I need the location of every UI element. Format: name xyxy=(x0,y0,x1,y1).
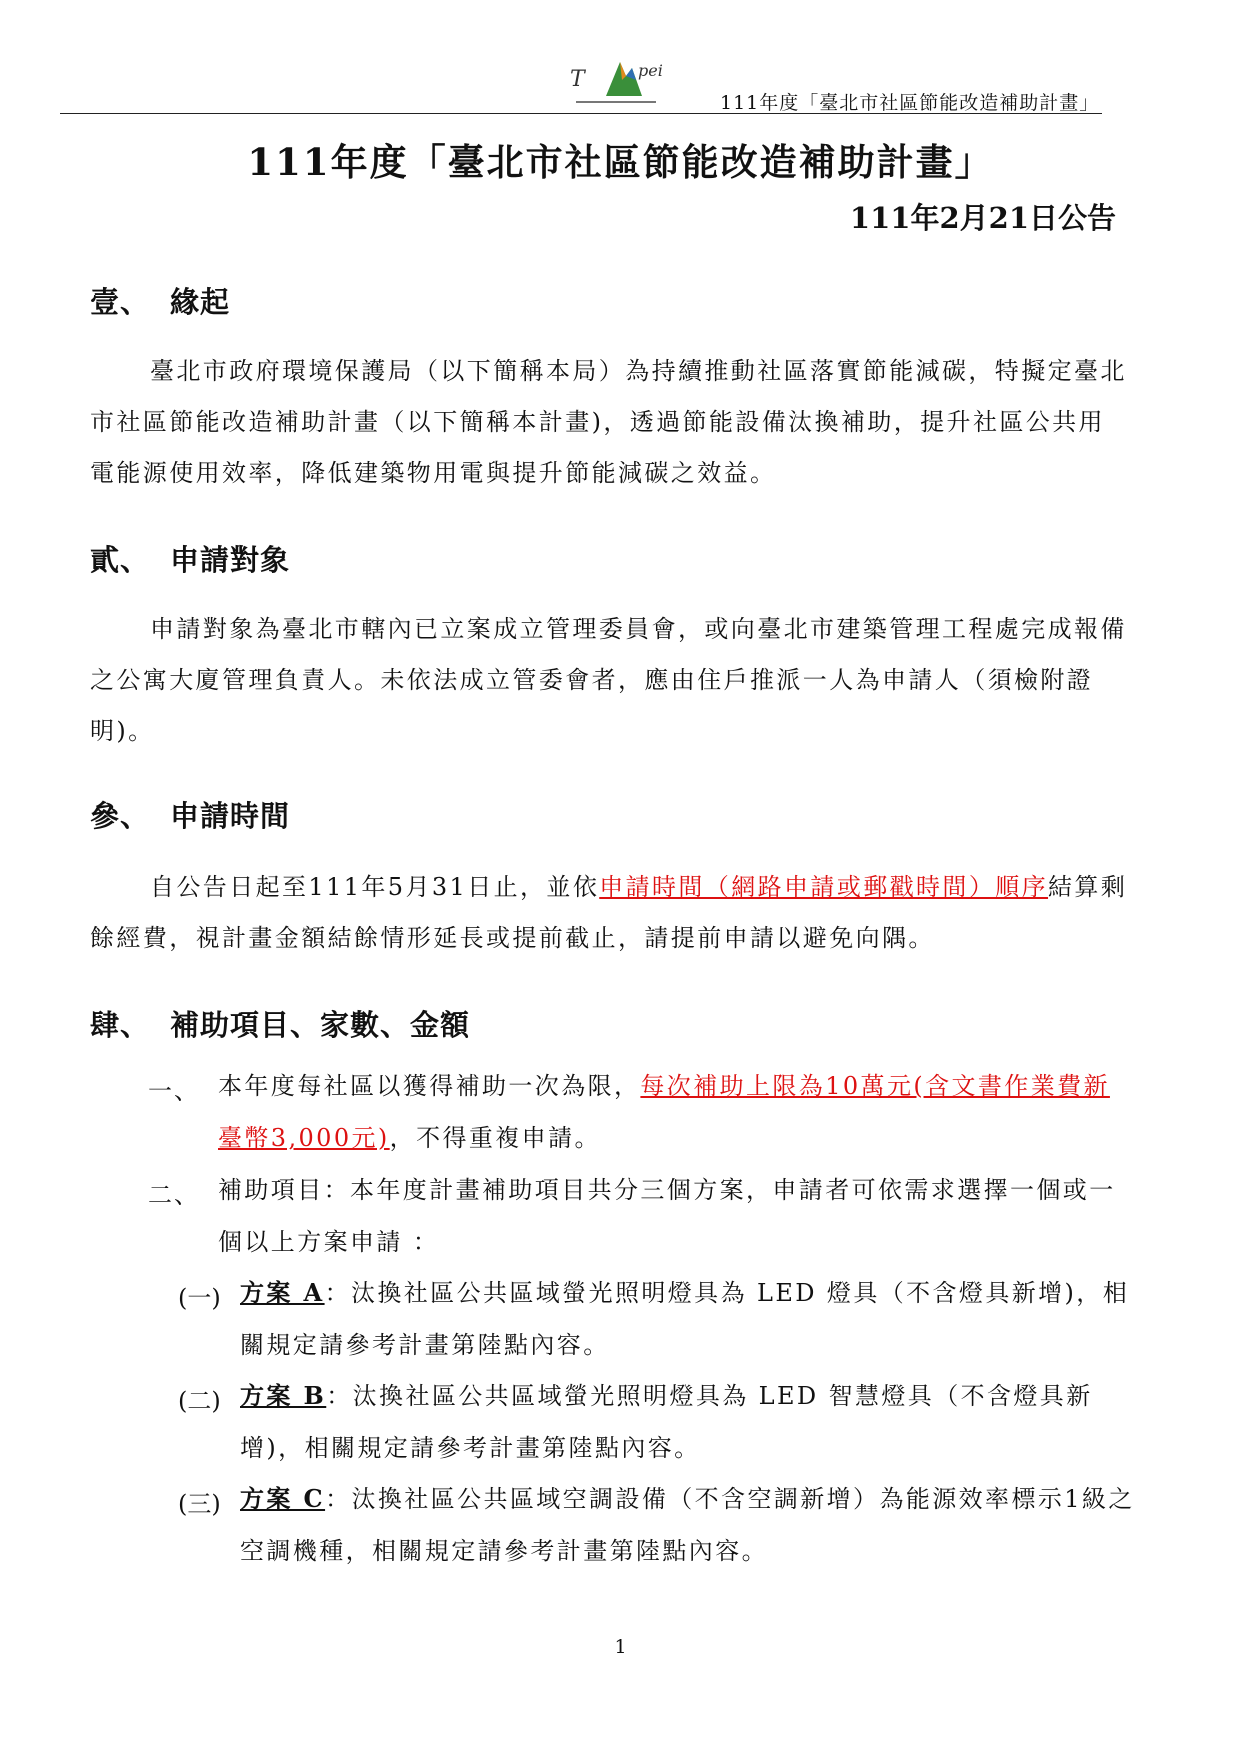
section-heading xyxy=(90,1003,470,1044)
page-number: 1 xyxy=(614,1636,627,1658)
section-title: 申請時間 xyxy=(170,799,291,833)
section-body xyxy=(90,346,1130,499)
plan-number: (二) xyxy=(178,1387,221,1415)
section-body xyxy=(90,604,1130,757)
list-item xyxy=(218,1060,1133,1164)
section-number: 貳、 xyxy=(90,543,151,577)
list-item xyxy=(218,1164,1133,1268)
plan-label: 方案 C xyxy=(240,1484,326,1513)
list-item-text: ，不得重複申請。 xyxy=(389,1124,601,1152)
section-number: 壹、 xyxy=(90,285,151,319)
taipei-logo-icon xyxy=(560,50,670,112)
plan-item xyxy=(240,1370,1140,1474)
section-heading xyxy=(90,280,230,321)
paragraph-text: 申請對象為臺北市轄內已立案成立管理委員會，或向臺北市建築管理工程處完成報備之公寓大廈管理負責人。未依法成立管委會者，應由住戶推派一人為申請人（須檢附證明)。 xyxy=(90,615,1127,745)
section-heading xyxy=(90,794,290,835)
list-item-text: 本年度每社區以獲得補助一次為限， xyxy=(218,1072,641,1100)
plan-number: (一) xyxy=(178,1284,221,1312)
plan-number: (三) xyxy=(178,1490,221,1518)
section-title: 緣起 xyxy=(170,285,231,319)
section-body xyxy=(90,862,1130,964)
plan-text: ：汰換社區公共區域螢光照明燈具為 LED 智慧燈具（不含燈具新增)，相關規定請參考計畫第陸點內容。 xyxy=(240,1382,1093,1462)
list-item-number: 二、 xyxy=(148,1181,200,1209)
plan-text: ：汰換社區公共區域螢光照明燈具為 LED 燈具（不含燈具新增)，相關規定請參考計畫第陸點內容。 xyxy=(240,1279,1130,1359)
running-header: 111年度「臺北市社區節能改造補助計畫」 xyxy=(720,92,1100,114)
section-title: 申請對象 xyxy=(170,543,291,577)
paragraph-text: 結算剩餘經費，視計畫金額結餘情形延長或提前截止，請提前申請以避免向隅。 xyxy=(90,873,1128,952)
page-title: 111年度「臺北市社區節能改造補助計畫」 xyxy=(247,140,994,184)
plan-item xyxy=(240,1267,1140,1371)
section-number: 肆、 xyxy=(90,1008,151,1042)
list-item-number: 一、 xyxy=(148,1077,200,1105)
plan-label: 方案 B xyxy=(240,1381,327,1410)
svg-text:pei: pei xyxy=(638,61,663,80)
announcement-date: 111年2月21日公告 xyxy=(849,201,1116,235)
highlighted-text: 申請時間（網路申請或郵戳時間）順序 xyxy=(599,873,1049,901)
svg-text:T: T xyxy=(570,67,585,92)
highlighted-text: 每次補助上限為10萬元(含文書作業費新臺幣3,000元) xyxy=(218,1072,1110,1152)
paragraph-text: 臺北市政府環境保護局（以下簡稱本局）為持續推動社區落實節能減碳，特擬定臺北市社區節能改造補助計畫（以下簡稱本計畫)，透過節能設備汰換補助，提升社區公共用電能源使用效率，降低建築物用電與提升節能減碳之效益。 xyxy=(90,357,1127,487)
list-item-text: 補助項目：本年度計畫補助項目共分三個方案，申請者可依需求選擇一個或一個以上方案申請 ： xyxy=(218,1176,1116,1256)
paragraph-text: 自公告日起至111年5月31日止，並依 xyxy=(150,873,600,901)
plan-label: 方案 A xyxy=(240,1278,325,1307)
section-number: 參、 xyxy=(90,799,151,833)
section-heading xyxy=(90,538,290,579)
section-title: 補助項目、家數、金額 xyxy=(170,1008,471,1042)
plan-text: ：汰換社區公共區域空調設備（不含空調新增）為能源效率標示1級之空調機種，相關規定請參考計畫第陸點內容。 xyxy=(240,1485,1135,1565)
header-divider xyxy=(60,113,1102,114)
plan-item xyxy=(240,1473,1140,1577)
